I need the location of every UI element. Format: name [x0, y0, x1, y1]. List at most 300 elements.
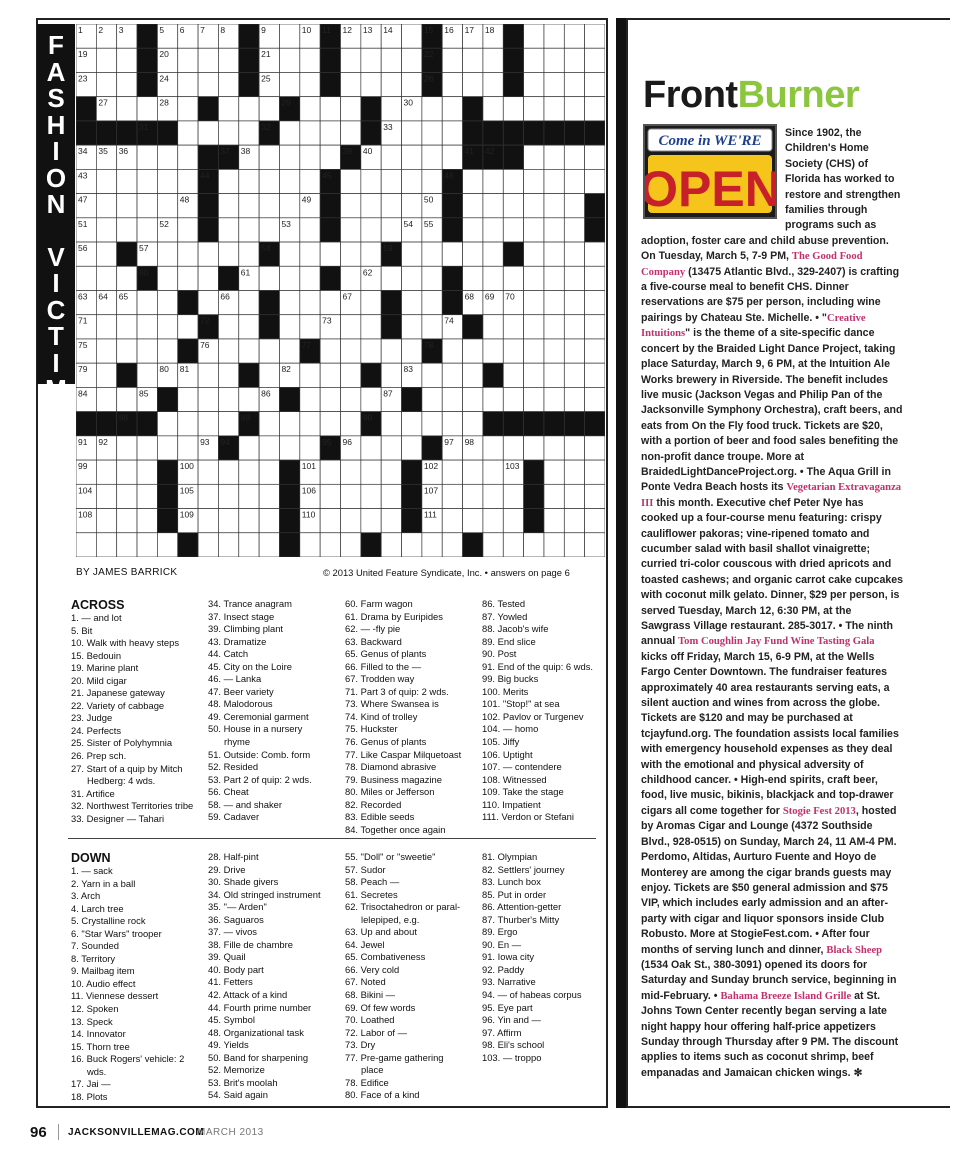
- grid-cell: [503, 339, 523, 363]
- grid-cell: [239, 194, 259, 218]
- clue-line: 63. Up and about: [345, 926, 417, 938]
- grid-cell: [442, 339, 462, 363]
- clue-line: 44. Fourth prime number: [208, 1001, 312, 1013]
- grid-cell: [381, 363, 401, 387]
- cell-number: 38: [240, 146, 251, 157]
- clue-line: 34. Old stringed instrument: [208, 888, 321, 900]
- grid-cell: [198, 266, 218, 290]
- cell-number: 7: [200, 25, 205, 35]
- grid-cell: [422, 291, 442, 315]
- grid-cell: [361, 339, 381, 363]
- cell-number: 36: [118, 146, 129, 157]
- footer-divider: [58, 1124, 59, 1140]
- clue-line: 50. House in a nursery: [208, 723, 303, 735]
- cell-number: 2: [98, 25, 104, 35]
- clue-line: 80. Miles or Jefferson: [345, 786, 435, 798]
- cell-number: 25: [261, 73, 271, 84]
- grid-cell: [96, 72, 116, 96]
- grid-cell: [544, 509, 564, 533]
- across-clues-col-4: [482, 598, 593, 824]
- clue-line: 3. Arch: [71, 890, 101, 902]
- grid-cell: [585, 387, 605, 411]
- grid-cell: [442, 484, 462, 508]
- cell-number: 92: [98, 436, 108, 447]
- grid-cell: [239, 387, 259, 411]
- clue-line: 43. Dramatize: [208, 635, 267, 647]
- grid-cell: [483, 436, 503, 460]
- grid-block: [157, 509, 177, 533]
- grid-cell: [442, 363, 462, 387]
- footer-site: JACKSONVILLEMAG.COM: [68, 1127, 205, 1138]
- grid-cell: [279, 145, 299, 169]
- clue-line: 50. Band for sharpening: [208, 1051, 309, 1063]
- clue-line: 56. Cheat: [208, 786, 249, 798]
- grid-cell: [585, 97, 605, 121]
- clue-line: 72. Labor of —: [345, 1026, 408, 1038]
- grid-block: [463, 533, 483, 557]
- grid-block: [402, 484, 422, 508]
- grid-cell: [218, 387, 238, 411]
- clue-line: 21. Japanese gateway: [71, 687, 165, 699]
- grid-cell: [524, 48, 544, 72]
- grid-cell: [341, 72, 361, 96]
- clue-line: 42. Attack of a kind: [208, 989, 288, 1001]
- grid-cell: [442, 121, 462, 145]
- grid-cell: [239, 436, 259, 460]
- grid-block: [198, 145, 218, 169]
- cell-number: 87: [383, 388, 393, 399]
- clue-line: 87. Thurber's Mitty: [482, 913, 560, 925]
- clue-line: 77. Like Caspar Milquetoast: [345, 748, 462, 760]
- grid-block: [279, 533, 299, 557]
- clue-line: wds.: [87, 1065, 107, 1077]
- clue-line: 17. Jai —: [71, 1078, 111, 1090]
- grid-cell: [178, 266, 198, 290]
- down-heading: DOWN: [71, 851, 111, 865]
- grid-cell: [463, 48, 483, 72]
- clue-line: 75. Huckster: [345, 723, 398, 735]
- grid-cell: [320, 509, 340, 533]
- clue-line: 99. Big bucks: [482, 673, 539, 685]
- grid-cell: [300, 266, 320, 290]
- grid-cell: [544, 339, 564, 363]
- grid-cell: [137, 339, 157, 363]
- grid-cell: [585, 24, 605, 48]
- grid-cell: [503, 533, 523, 557]
- grid-cell: [320, 242, 340, 266]
- grid-cell: [402, 48, 422, 72]
- cell-number: 99: [78, 461, 88, 472]
- grid-cell: [422, 97, 442, 121]
- grid-block: [198, 97, 218, 121]
- cell-number: 105: [179, 485, 194, 496]
- cell-number: 69: [484, 291, 495, 302]
- grid-cell: [320, 291, 340, 315]
- grid-cell: [564, 460, 584, 484]
- clue-line: 68. Bikini —: [345, 989, 396, 1001]
- grid-cell: [96, 218, 116, 242]
- grid-cell: [96, 484, 116, 508]
- clue-line: 67. Noted: [345, 976, 386, 988]
- grid-cell: [341, 315, 361, 339]
- clue-line: 57. Sudor: [345, 863, 386, 875]
- grid-block: [178, 291, 198, 315]
- event-link[interactable]: Tom Coughlin Jay Fund Wine Tasting Gala: [678, 636, 875, 648]
- grid-cell: [259, 412, 279, 436]
- grid-cell: [503, 484, 523, 508]
- grid-cell: [564, 169, 584, 193]
- grid-cell: [239, 169, 259, 193]
- clue-line: 91. Iowa city: [482, 951, 535, 963]
- grid-cell: [361, 315, 381, 339]
- grid-cell: [463, 169, 483, 193]
- grid-cell: [524, 145, 544, 169]
- cell-number: 1: [78, 25, 83, 35]
- grid-cell: [483, 72, 503, 96]
- grid-cell: [361, 509, 381, 533]
- cell-number: 74: [444, 315, 454, 326]
- grid-cell: [442, 460, 462, 484]
- grid-cell: [259, 484, 279, 508]
- grid-block: [157, 484, 177, 508]
- grid-block: [76, 97, 96, 121]
- grid-cell: [585, 72, 605, 96]
- grid-cell: [381, 194, 401, 218]
- grid-cell: [585, 48, 605, 72]
- cell-number: 83: [403, 364, 414, 375]
- cell-number: 9: [261, 25, 266, 35]
- grid-cell: [259, 436, 279, 460]
- clue-line: 111. Verdon or Stefani: [482, 811, 574, 823]
- cell-number: 109: [179, 509, 194, 520]
- cell-number: 5: [159, 25, 165, 35]
- clue-line: 82. Settlers' journey: [482, 863, 565, 875]
- grid-cell: [585, 242, 605, 266]
- grid-block: [402, 387, 422, 411]
- grid-cell: [544, 460, 564, 484]
- cell-number: 77: [301, 339, 312, 350]
- grid-cell: [483, 533, 503, 557]
- grid-cell: [320, 484, 340, 508]
- grid-cell: [402, 242, 422, 266]
- cell-number: 11: [322, 25, 331, 35]
- cell-number: 88: [118, 412, 129, 423]
- title-letter: I: [52, 268, 60, 298]
- grid-cell: [259, 339, 279, 363]
- grid-block: [320, 48, 340, 72]
- cell-number: 94: [220, 436, 230, 447]
- clue-line: 44. Catch: [208, 648, 249, 660]
- cell-number: 93: [200, 436, 210, 447]
- across-clues-col-3: [345, 598, 461, 836]
- clue-line: 60. Farm wagon: [345, 598, 413, 609]
- grid-cell: [320, 533, 340, 557]
- grid-cell: [96, 169, 116, 193]
- cell-number: 16: [444, 25, 454, 35]
- across-clues-col-2: [208, 598, 312, 824]
- clue-line: 7. Sounded: [71, 940, 119, 952]
- event-link[interactable]: Stogie Fest 2013: [782, 805, 856, 817]
- clue-line: 9. Mailbag item: [71, 965, 135, 977]
- grid-block: [585, 412, 605, 436]
- grid-cell: [300, 242, 320, 266]
- event-link[interactable]: Bahama Breeze Island Grille: [720, 990, 852, 1002]
- grid-cell: [585, 533, 605, 557]
- grid-cell: [524, 169, 544, 193]
- title-part-1: Front: [643, 74, 738, 116]
- grid-cell: [402, 436, 422, 460]
- clue-line: 94. — of habeas corpus: [482, 989, 582, 1001]
- grid-cell: [564, 484, 584, 508]
- grid-cell: [157, 266, 177, 290]
- grid-cell: [381, 72, 401, 96]
- cell-number: 33: [383, 121, 393, 132]
- grid-cell: [564, 72, 584, 96]
- grid-cell: [544, 436, 564, 460]
- grid-cell: [341, 533, 361, 557]
- column-stripe: [616, 18, 626, 1108]
- clue-line: 14. Innovator: [71, 1028, 126, 1040]
- grid-cell: [96, 48, 116, 72]
- grid-cell: [442, 509, 462, 533]
- clue-line: 5. Bit: [71, 624, 93, 636]
- grid-cell: [198, 121, 218, 145]
- grid-cell: [117, 460, 137, 484]
- grid-cell: [564, 315, 584, 339]
- grid-cell: [544, 242, 564, 266]
- grid-cell: [544, 363, 564, 387]
- grid-cell: [483, 169, 503, 193]
- grid-block: [361, 97, 381, 121]
- grid-cell: [341, 266, 361, 290]
- grid-cell: [564, 48, 584, 72]
- grid-block: [239, 72, 259, 96]
- cell-number: 23: [78, 73, 88, 84]
- event-link[interactable]: Vegetarian Extravaganza III: [641, 482, 902, 509]
- cell-number: 78: [423, 339, 434, 350]
- cell-number: 111: [423, 509, 437, 520]
- cell-number: 52: [159, 218, 169, 229]
- clue-line: 24. Perfects: [71, 724, 122, 736]
- grid-cell: [239, 242, 259, 266]
- clue-line: 71. Part 3 of quip: 2 wds.: [345, 685, 449, 697]
- grid-cell: [96, 363, 116, 387]
- grid-cell: [218, 363, 238, 387]
- grid-cell: [402, 72, 422, 96]
- crossword-grid-svg: [76, 24, 605, 557]
- grid-cell: [564, 533, 584, 557]
- cell-number: 37: [220, 146, 230, 157]
- cell-number: 40: [362, 146, 373, 157]
- grid-cell: [503, 363, 523, 387]
- grid-cell: [178, 387, 198, 411]
- grid-cell: [503, 266, 523, 290]
- grid-cell: [76, 533, 96, 557]
- grid-cell: [218, 169, 238, 193]
- grid-cell: [422, 412, 442, 436]
- grid-block: [320, 218, 340, 242]
- grid-cell: [503, 218, 523, 242]
- grid-block: [117, 363, 137, 387]
- event-link[interactable]: Black Sheep: [826, 944, 883, 956]
- clue-line: Hedberg: 4 wds.: [87, 775, 156, 787]
- grid-cell: [402, 121, 422, 145]
- grid-cell: [341, 412, 361, 436]
- title-letter: I: [52, 136, 60, 166]
- clue-line: 46. — Lanka: [208, 673, 262, 685]
- grid-cell: [279, 315, 299, 339]
- grid-cell: [422, 242, 442, 266]
- grid-cell: [564, 194, 584, 218]
- grid-block: [442, 266, 462, 290]
- grid-cell: [361, 218, 381, 242]
- title-letter: A: [46, 56, 66, 87]
- grid-block: [198, 194, 218, 218]
- grid-cell: [259, 169, 279, 193]
- grid-cell: [218, 460, 238, 484]
- clue-line: place: [361, 1064, 384, 1076]
- grid-cell: [402, 291, 422, 315]
- clue-line: 98. Eli's school: [482, 1039, 545, 1051]
- grid-block: [320, 72, 340, 96]
- clue-line: 63. Backward: [345, 635, 402, 647]
- grid-cell: [544, 484, 564, 508]
- clue-line: 53. Part 2 of quip: 2 wds.: [208, 773, 312, 785]
- grid-cell: [320, 145, 340, 169]
- grid-cell: [422, 266, 442, 290]
- clue-line: 51. Outside: Comb. form: [208, 748, 311, 760]
- grid-cell: [585, 145, 605, 169]
- grid-cell: [137, 533, 157, 557]
- grid-cell: [341, 194, 361, 218]
- grid-cell: [442, 145, 462, 169]
- article-text: , hosted by Aromas Cigar and Lounge (4372 Southside Blvd., 928-0515) on Sunday, March 24, 11 AM-4 PM. Perdomo, Altidas, Aurturo Fuente and Hoyo de Monterey are among the cigar brands guests may enjoy. Tickets are $50 general admission and $75 VIP, which includes early admission and an after-party with cigar and liquor sponsors inside Club Robusto. More at StogieFest.com. • After four months of serving lunch and dinner,: [641, 804, 897, 956]
- clue-line: 107. — contendere: [482, 761, 562, 773]
- grid-cell: [117, 194, 137, 218]
- clue-line: 11. Viennese dessert: [71, 990, 159, 1002]
- grid-cell: [463, 266, 483, 290]
- down-clues-col-4: [482, 851, 582, 1064]
- grid-cell: [96, 315, 116, 339]
- grid-cell: [442, 72, 462, 96]
- event-link[interactable]: Creative Intuitions: [641, 312, 866, 340]
- title-letter: O: [45, 162, 67, 193]
- clue-line: 89. End slice: [482, 635, 536, 647]
- clue-line: 103. — troppo: [482, 1051, 542, 1063]
- grid-block: [76, 121, 96, 145]
- clue-line: 83. Lunch box: [482, 876, 541, 888]
- grid-cell: [300, 72, 320, 96]
- grid-block: [463, 121, 483, 145]
- grid-cell: [381, 436, 401, 460]
- grid-cell: [320, 363, 340, 387]
- grid-cell: [320, 121, 340, 145]
- clue-line: 37. — vivos: [208, 926, 257, 938]
- clue-line: 105. Jiffy: [482, 736, 520, 748]
- grid-block: [503, 412, 523, 436]
- article-text: kicks off Friday, March 15, 6-9 PM, at the Wells Fargo Center Downtown. The fundraiser features approximately 40 area restaurants serving eats, a silent auction and wines from across the globe. Tickets are $120 and may be purchased at tcjayfund.org. The foundation assists local families with emergency household expenses as they deal with the emotional and physical adversity of childhood cancer. • High-end spirits, craft beer, food, live music, bikinis, blackjack and top-drawer cigars all come together for: [641, 650, 899, 817]
- grid-cell: [259, 363, 279, 387]
- grid-cell: [463, 363, 483, 387]
- grid-cell: [137, 97, 157, 121]
- clue-line: 104. — homo: [482, 723, 539, 735]
- grid-block: [157, 121, 177, 145]
- cell-number: 43: [78, 170, 88, 181]
- cell-number: 67: [342, 291, 352, 302]
- cell-number: 30: [403, 97, 414, 108]
- grid-cell: [341, 387, 361, 411]
- grid-cell: [402, 24, 422, 48]
- grid-cell: [198, 242, 218, 266]
- grid-block: [564, 412, 584, 436]
- grid-cell: [117, 218, 137, 242]
- clue-line: 40. Body part: [208, 963, 264, 975]
- cell-number: 54: [403, 218, 414, 229]
- cell-number: 86: [261, 388, 271, 399]
- grid-cell: [341, 242, 361, 266]
- grid-cell: [402, 194, 422, 218]
- grid-cell: [96, 266, 116, 290]
- grid-cell: [524, 291, 544, 315]
- grid-cell: [341, 484, 361, 508]
- cell-number: 70: [505, 291, 515, 302]
- grid-cell: [178, 412, 198, 436]
- grid-cell: [544, 145, 564, 169]
- grid-cell: [117, 72, 137, 96]
- grid-cell: [218, 533, 238, 557]
- cell-number: 75: [78, 339, 88, 350]
- grid-cell: [381, 339, 401, 363]
- grid-cell: [300, 436, 320, 460]
- clue-line: 93. Narrative: [482, 976, 536, 988]
- grid-cell: [442, 242, 462, 266]
- grid-block: [178, 533, 198, 557]
- grid-cell: [483, 194, 503, 218]
- grid-cell: [239, 121, 259, 145]
- grid-cell: [381, 266, 401, 290]
- grid-cell: [239, 291, 259, 315]
- grid-block: [361, 121, 381, 145]
- grid-cell: [463, 339, 483, 363]
- puzzle-byline: BY JAMES BARRICK: [76, 567, 178, 578]
- grid-cell: [198, 72, 218, 96]
- cell-number: 95: [322, 436, 332, 447]
- grid-cell: [279, 412, 299, 436]
- event-link[interactable]: The Good Food Company: [641, 251, 863, 278]
- grid-cell: [381, 460, 401, 484]
- grid-cell: [137, 315, 157, 339]
- grid-block: [218, 266, 238, 290]
- clue-line: 10. Audio effect: [71, 977, 136, 989]
- clue-line: lelepiped, e.g.: [361, 913, 420, 925]
- grid-cell: [544, 97, 564, 121]
- grid-cell: [218, 194, 238, 218]
- grid-cell: [198, 387, 218, 411]
- grid-block: [544, 412, 564, 436]
- clue-line: 58. Peach —: [345, 876, 400, 888]
- clue-line: 23. Judge: [71, 712, 113, 724]
- grid-block: [503, 48, 523, 72]
- clue-line: 67. Trodden way: [345, 673, 415, 685]
- grid-block: [483, 363, 503, 387]
- cell-number: 20: [159, 49, 169, 60]
- clue-line: 18. Plots: [71, 1090, 108, 1102]
- grid-cell: [585, 339, 605, 363]
- title-letter: H: [46, 109, 66, 140]
- grid-block: [585, 218, 605, 242]
- grid-cell: [279, 169, 299, 193]
- grid-cell: [178, 145, 198, 169]
